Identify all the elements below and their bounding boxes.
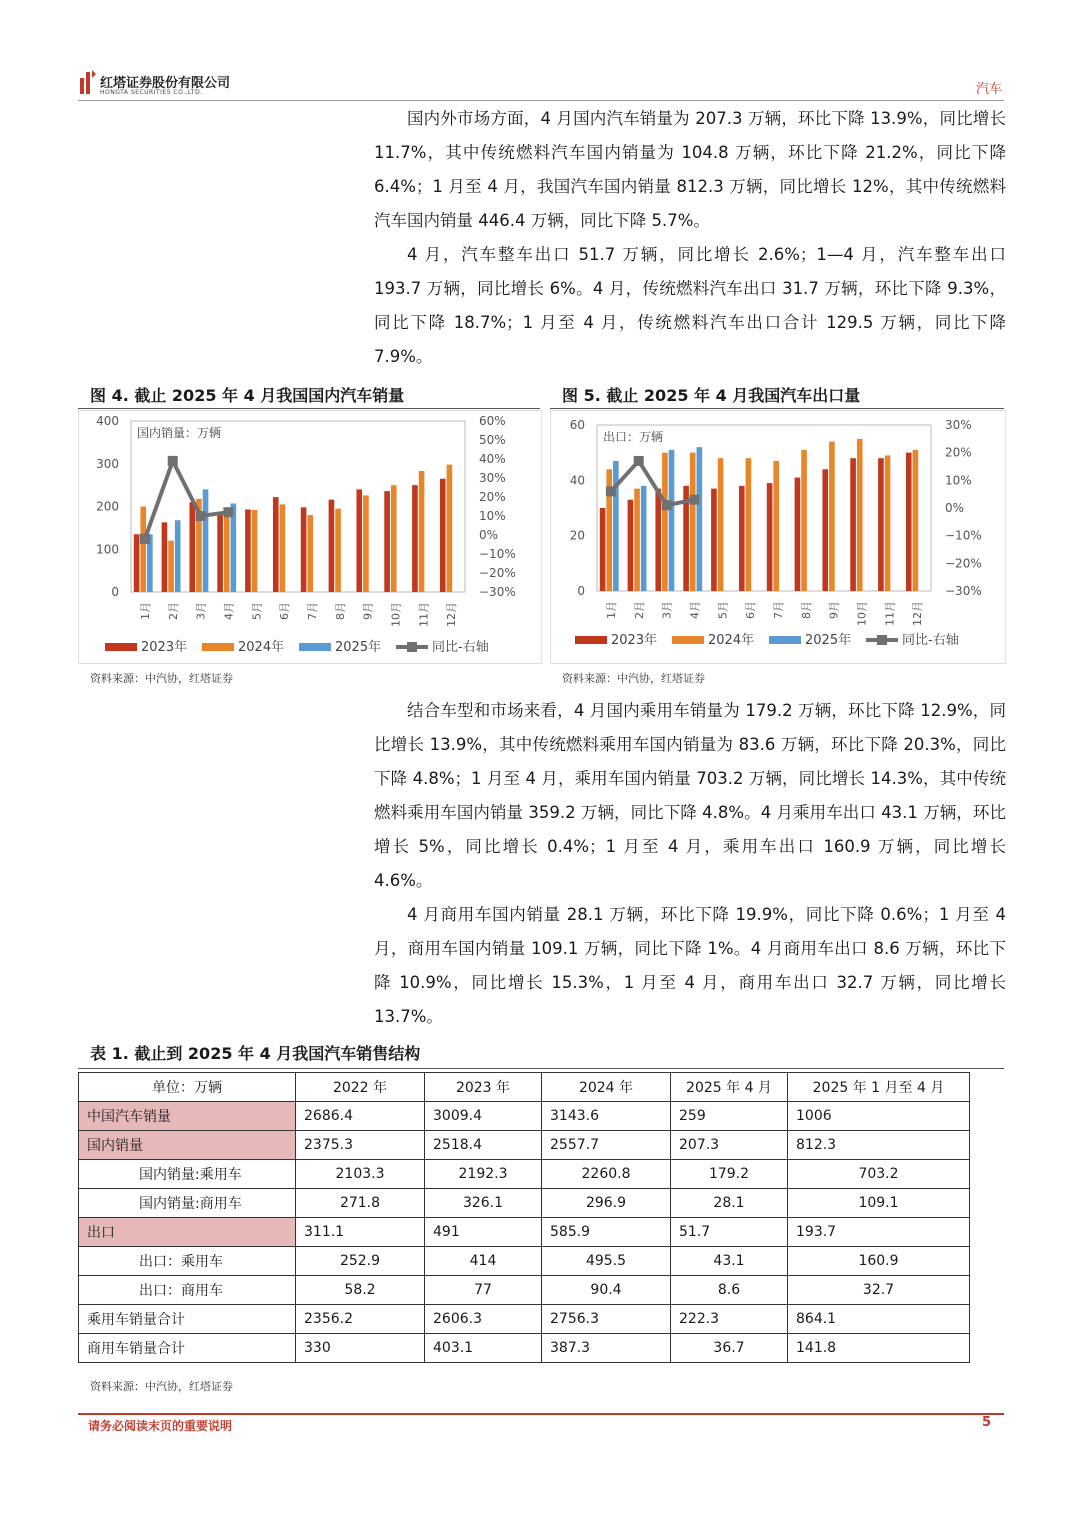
legend-swatch: [105, 643, 137, 651]
table-row: [79, 1305, 970, 1334]
table-cell: 326.1: [425, 1189, 542, 1218]
legend-label: 2025年: [335, 640, 382, 655]
bar-2024年: [252, 510, 258, 592]
table-cell: 311.1: [296, 1218, 425, 1247]
line-yoy: [611, 461, 695, 505]
table-cell: 179.2: [671, 1160, 788, 1189]
table-cell: 32.7: [788, 1276, 970, 1305]
bar-2023年: [795, 478, 801, 591]
bar-2024年: [885, 455, 891, 591]
footer-notice: 请务必阅读末页的重要说明: [88, 1419, 233, 1433]
bar-2024年: [746, 458, 752, 591]
x-tick-label: 3月: [194, 602, 208, 620]
table-cell: 3143.6: [542, 1102, 671, 1131]
bar-2023年: [906, 453, 912, 591]
y2-tick-label: 20%: [945, 445, 972, 460]
legend-label: 2024年: [238, 640, 285, 655]
bar-2023年: [878, 458, 884, 591]
y2-tick-label: −30%: [945, 584, 982, 598]
x-tick-label: 5月: [716, 601, 730, 619]
table-cell: 296.9: [542, 1189, 671, 1218]
bar-2024年: [801, 450, 807, 591]
bar-2024年: [363, 495, 369, 592]
table-row: [79, 1160, 970, 1189]
header-2022: 2022 年: [296, 1073, 425, 1102]
row-label: 出口：乘用车: [79, 1247, 296, 1276]
table-cell: 207.3: [671, 1131, 788, 1160]
header-2024: 2024 年: [542, 1073, 671, 1102]
bar-2024年: [140, 507, 146, 593]
header-2023: 2023 年: [425, 1073, 542, 1102]
legend-swatch: [299, 643, 331, 651]
bar-2023年: [162, 522, 168, 592]
table-cell: 2557.7: [542, 1131, 671, 1160]
line-yoy-point: [634, 456, 644, 466]
x-tick-label: 1月: [604, 601, 618, 619]
table-cell: 585.9: [542, 1218, 671, 1247]
table-cell: 160.9: [788, 1247, 970, 1276]
table-row: [79, 1247, 970, 1276]
x-tick-label: 6月: [744, 601, 758, 619]
company-logo: [78, 66, 248, 98]
header-2025-apr: 2025 年 4 月: [671, 1073, 788, 1102]
line-yoy-point: [168, 456, 178, 466]
bar-2023年: [273, 497, 279, 592]
bar-2024年: [280, 504, 286, 592]
row-label: 出口: [79, 1218, 296, 1247]
x-tick-label: 3月: [660, 601, 674, 619]
bar-2023年: [329, 500, 335, 592]
legend-swatch-marker: [877, 635, 887, 645]
table-cell: 330: [296, 1334, 425, 1363]
legend-swatch: [575, 636, 607, 644]
bar-2024年: [634, 489, 640, 591]
table1-source: 资料来源：中汽协，红塔证券: [90, 1380, 233, 1393]
header-divider: [78, 100, 1004, 101]
bar-2023年: [655, 489, 661, 591]
table-row: [79, 1218, 970, 1247]
x-tick-label: 11月: [417, 602, 431, 627]
table-cell: 2192.3: [425, 1160, 542, 1189]
x-tick-label: 7月: [305, 602, 319, 620]
legend-swatch: [769, 636, 801, 644]
table-cell: 90.4: [542, 1276, 671, 1305]
y-tick-label: 100: [96, 542, 119, 557]
header-2025-jan-apr: 2025 年 1 月至 4 月: [788, 1073, 970, 1102]
y-tick-label: 0: [577, 584, 585, 598]
legend-label: 2025年: [805, 633, 852, 648]
table-cell: 387.3: [542, 1334, 671, 1363]
bar-2023年: [412, 485, 418, 592]
table-cell: 58.2: [296, 1276, 425, 1305]
y-tick-label: 0: [111, 585, 119, 599]
figure5-chart-box: [550, 410, 1006, 664]
x-tick-label: 10月: [855, 601, 869, 626]
table-row: [79, 1102, 970, 1131]
x-tick-label: 4月: [688, 601, 702, 619]
bar-2025年: [669, 450, 675, 591]
y-tick-label: 400: [96, 414, 119, 428]
row-label: 商用车销量合计: [79, 1334, 296, 1363]
y2-tick-label: −10%: [479, 547, 516, 561]
x-tick-label: 12月: [911, 601, 925, 626]
legend-label: 2024年: [708, 633, 755, 648]
table-header-row: [79, 1073, 970, 1102]
bar-2025年: [203, 489, 209, 592]
y-tick-label: 300: [96, 456, 119, 471]
line-yoy-point: [689, 495, 699, 505]
table-row: [79, 1131, 970, 1160]
legend-swatch-marker: [407, 642, 417, 652]
figure4-chart: [79, 411, 541, 663]
x-tick-label: 8月: [799, 601, 813, 619]
bar-2024年: [913, 450, 919, 591]
table-cell: 2518.4: [425, 1131, 542, 1160]
x-tick-label: 2月: [166, 602, 180, 620]
y2-tick-label: 40%: [479, 452, 506, 466]
line-yoy-point: [223, 507, 233, 517]
bar-2024年: [391, 485, 397, 592]
mid-text-block: [374, 694, 1006, 1034]
bar-2024年: [447, 465, 453, 592]
table-cell: 812.3: [788, 1131, 970, 1160]
line-yoy-point: [140, 534, 150, 544]
chart-annotation: 出口：万辆: [603, 430, 664, 444]
figure5-chart: [551, 411, 1005, 663]
table-cell: 2375.3: [296, 1131, 425, 1160]
x-tick-label: 6月: [278, 602, 292, 620]
bar-2024年: [690, 453, 696, 591]
row-label: 乘用车销量合计: [79, 1305, 296, 1334]
page-number: 5: [982, 1415, 992, 1430]
legend-swatch: [202, 643, 234, 651]
y2-tick-label: 10%: [945, 473, 972, 488]
table-cell: 491: [425, 1218, 542, 1247]
bar-2023年: [739, 486, 745, 591]
bar-2024年: [224, 511, 230, 592]
bar-2023年: [711, 489, 717, 591]
y2-tick-label: −30%: [479, 585, 516, 599]
row-label: 国内销量: [79, 1131, 296, 1160]
bar-2023年: [189, 502, 195, 592]
bar-2024年: [335, 509, 341, 592]
sales-structure-table: [78, 1072, 970, 1363]
legend-label: 同比-右轴: [902, 633, 959, 648]
bar-2024年: [773, 461, 779, 591]
footer-divider: [78, 1413, 1004, 1415]
table-cell: 141.8: [788, 1334, 970, 1363]
table-cell: 2606.3: [425, 1305, 542, 1334]
bar-2025年: [175, 520, 181, 592]
bar-2023年: [600, 508, 606, 591]
bar-2024年: [857, 439, 863, 591]
legend-swatch: [672, 636, 704, 644]
y-tick-label: 40: [569, 473, 585, 488]
chart-annotation: 国内销量：万辆: [137, 426, 222, 440]
bar-2024年: [307, 515, 313, 592]
bar-2023年: [356, 489, 362, 592]
figure4-title: 图 4. 截止 2025 年 4 月我国国内汽车销量: [90, 386, 405, 405]
table-cell: 2103.3: [296, 1160, 425, 1189]
table-cell: 36.7: [671, 1334, 788, 1363]
logo-icon: [78, 68, 98, 96]
y2-tick-label: 20%: [479, 490, 506, 504]
row-label: 中国汽车销量: [79, 1102, 296, 1131]
x-tick-label: 9月: [827, 601, 841, 619]
y-tick-label: 200: [96, 499, 119, 514]
y2-tick-label: −10%: [945, 528, 982, 543]
bar-2023年: [217, 515, 223, 592]
table-row: [79, 1334, 970, 1363]
bar-2023年: [850, 458, 856, 591]
bar-2025年: [641, 486, 647, 591]
table-cell: 109.1: [788, 1189, 970, 1218]
bar-2023年: [440, 479, 446, 592]
row-label: 国内销量:乘用车: [79, 1160, 296, 1189]
line-yoy: [145, 461, 229, 539]
table-cell: 259: [671, 1102, 788, 1131]
table-cell: 252.9: [296, 1247, 425, 1276]
y2-tick-label: 0%: [945, 501, 965, 515]
table1-title: 表 1. 截止到 2025 年 4 月我国汽车销售结构: [90, 1044, 421, 1063]
figure5-source: 资料来源：中汽协，红塔证券: [562, 672, 705, 685]
paragraph-vehicle-type: 结合车型和市场来看，4 月国内乘用车销量为 179.2 万辆，环比下降 12.9%，同比增长 13.9%，其中传统燃料乘用车国内销量为 83.6 万辆，环比下降 20.3%，同比下降 4.8%；1 月至 4 月，乘用车国内销量 703.2 万辆，同比增长 14.3%，其中传统燃料乘用车国内销量 359.2 万辆，同比下降 4.8%。4 月乘用车出口 43.1 万辆，环比增长 5%，同比增长 0.4%；1 月至 4 月，乘用车出口 160.9 万辆，同比增长 4.6%。: [374, 701, 1006, 890]
bar-2024年: [168, 541, 174, 592]
x-tick-label: 12月: [445, 602, 459, 627]
x-tick-label: 11月: [883, 601, 897, 626]
x-tick-label: 10月: [389, 602, 403, 627]
table-cell: 43.1: [671, 1247, 788, 1276]
table-cell: 222.3: [671, 1305, 788, 1334]
x-tick-label: 9月: [361, 602, 375, 620]
sector-label: 汽车: [975, 82, 1002, 97]
row-label: 出口：商用车: [79, 1276, 296, 1305]
bar-2024年: [718, 458, 724, 591]
legend-label: 2023年: [141, 640, 188, 655]
top-text-block: [374, 102, 1006, 374]
company-name-en: HONGTA SECURITIES CO.,LTD.: [100, 89, 203, 96]
line-yoy-point: [662, 500, 672, 510]
line-yoy-point: [196, 511, 206, 521]
bar-2025年: [613, 461, 619, 591]
table-cell: 864.1: [788, 1305, 970, 1334]
bar-2024年: [829, 442, 835, 591]
bar-2023年: [245, 509, 251, 592]
bar-2024年: [419, 471, 425, 592]
figure5-divider: [550, 408, 1004, 409]
figure4-chart-box: [78, 410, 542, 664]
x-tick-label: 2月: [632, 601, 646, 619]
row-label: 国内销量:商用车: [79, 1189, 296, 1218]
bar-2023年: [384, 491, 390, 592]
bar-2023年: [301, 507, 307, 592]
table-cell: 8.6: [671, 1276, 788, 1305]
company-name-cn: 红塔证券股份有限公司: [100, 76, 231, 91]
table-cell: 28.1: [671, 1189, 788, 1218]
paragraph-commercial: 4 月商用车国内销量 28.1 万辆，环比下降 19.9%，同比下降 0.6%；1 月至 4 月，商用车国内销量 109.1 万辆，同比下降 1%。4 月商用车出口 8.6 万辆，环比下降 10.9%，同比增长 15.3%，1 月至 4 月，商用车出口 32.7 万辆，同比增长 13.7%。: [374, 905, 1006, 1026]
x-tick-label: 4月: [222, 602, 236, 620]
table-cell: 414: [425, 1247, 542, 1276]
y2-tick-label: 60%: [479, 414, 506, 428]
x-tick-label: 8月: [333, 602, 347, 620]
table-cell: 495.5: [542, 1247, 671, 1276]
bar-2023年: [767, 483, 773, 591]
table-cell: 193.7: [788, 1218, 970, 1247]
y2-tick-label: 30%: [479, 471, 506, 485]
bar-2024年: [662, 453, 668, 591]
paragraph-domestic-overseas: 国内外市场方面，4 月国内汽车销量为 207.3 万辆，环比下降 13.9%，同比增长 11.7%，其中传统燃料汽车国内销量为 104.8 万辆，环比下降 21.2%，同比下降 6.4%；1 月至 4 月，我国汽车国内销量 812.3 万辆，同比增长 12%，其中传统燃料汽车国内销量 446.4 万辆，同比下降 5.7%。: [374, 109, 1006, 230]
paragraph-export: 4 月，汽车整车出口 51.7 万辆，同比增长 2.6%；1—4 月，汽车整车出口 193.7 万辆，同比增长 6%。4 月，传统燃料汽车出口 31.7 万辆，环比下降 9.3%，同比下降 18.7%；1 月至 4 月，传统燃料汽车出口合计 129.5 万辆，同比下降 7.9%。: [374, 245, 1006, 366]
figure4-divider: [78, 408, 540, 409]
bar-2025年: [697, 447, 703, 591]
x-tick-label: 7月: [771, 601, 785, 619]
bar-2023年: [628, 500, 634, 591]
table1-divider: [78, 1068, 1004, 1069]
y2-tick-label: −20%: [479, 566, 516, 580]
table-cell: 3009.4: [425, 1102, 542, 1131]
y2-tick-label: 50%: [479, 433, 506, 447]
legend-label: 2023年: [611, 633, 658, 648]
figure4-source: 资料来源：中汽协，红塔证券: [90, 672, 233, 685]
figure5-title: 图 5. 截止 2025 年 4 月我国汽车出口量: [562, 386, 861, 405]
x-tick-label: 5月: [250, 602, 264, 620]
table-cell: 1006: [788, 1102, 970, 1131]
table-cell: 2686.4: [296, 1102, 425, 1131]
table-row: [79, 1189, 970, 1218]
y2-tick-label: 0%: [479, 528, 499, 542]
legend-label: 同比-右轴: [432, 640, 489, 655]
table-cell: 2756.3: [542, 1305, 671, 1334]
x-tick-label: 1月: [138, 602, 152, 620]
bar-2023年: [822, 469, 828, 591]
table-cell: 77: [425, 1276, 542, 1305]
table-cell: 2260.8: [542, 1160, 671, 1189]
line-yoy-point: [606, 486, 616, 496]
table-cell: 703.2: [788, 1160, 970, 1189]
table-cell: 51.7: [671, 1218, 788, 1247]
y2-tick-label: 30%: [945, 418, 972, 432]
y-tick-label: 20: [569, 528, 585, 543]
table-row: [79, 1276, 970, 1305]
table-cell: 271.8: [296, 1189, 425, 1218]
table-cell: 2356.2: [296, 1305, 425, 1334]
bar-2023年: [134, 534, 140, 592]
y2-tick-label: 10%: [479, 509, 506, 523]
header-unit: 单位：万辆: [79, 1073, 296, 1102]
y-tick-label: 60: [569, 418, 585, 432]
y2-tick-label: −20%: [945, 556, 982, 571]
table-cell: 403.1: [425, 1334, 542, 1363]
